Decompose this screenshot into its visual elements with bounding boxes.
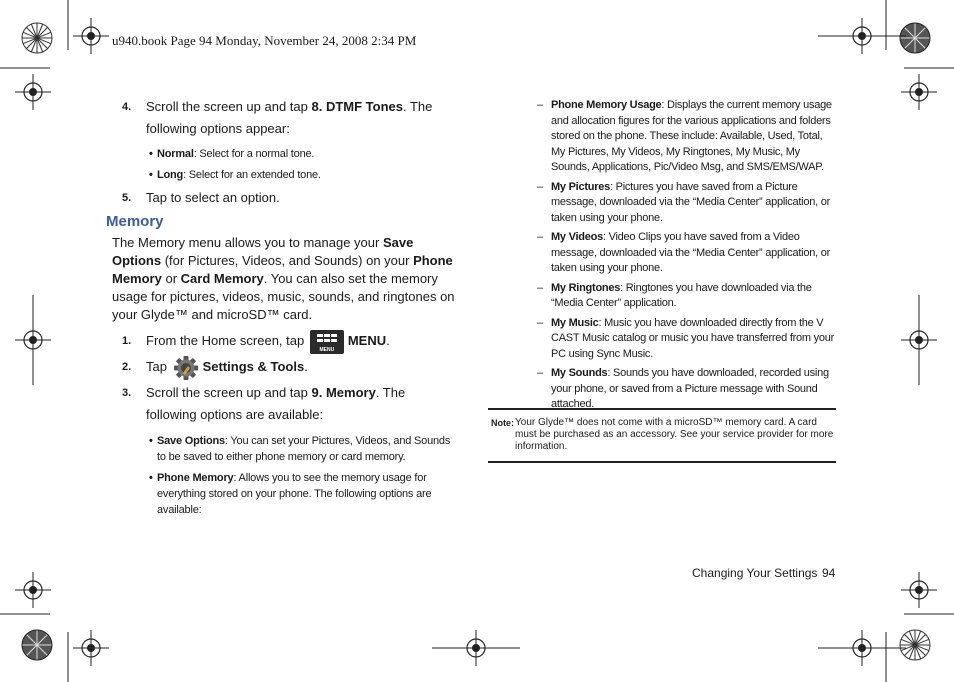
step-3: 3. Scroll the screen up and tap 9. Memory. The following options are available:: [122, 384, 406, 422]
step-2: 2. Tap Settings & Tools.: [112, 354, 457, 381]
step-4: 4. Scroll the screen up and tap 8. DTMF Tones. The following options appear:: [112, 96, 457, 140]
list-item: – My Music: Music you have downloaded directly from the V CAST Music catalog or music you have transferred from your PC using Sync Music.: [537, 316, 835, 360]
list-item: – My Pictures: Pictures you have saved from a Picture message, downloaded via the “Media Center” application, or taken using your phone.: [537, 180, 830, 224]
step-5: 5. Tap to select an option.: [122, 190, 280, 205]
footer-section-title: Changing Your Settings: [692, 566, 818, 580]
left-column: [106, 96, 457, 518]
note-label: Note:: [491, 418, 514, 428]
list-item: – My Sounds: Sounds you have downloaded, recorded using your phone, or saved from a Picture message with Sound attached.: [537, 367, 829, 410]
settings-gear-icon: [173, 355, 199, 381]
section-heading: Memory: [106, 213, 164, 230]
list-item: • Long: Select for an extended tone.: [149, 169, 321, 181]
list-item: – My Ringtones: Ringtones you have downloaded via the “Media Center” application.: [537, 281, 812, 309]
note-text: Your Glyde™ does not come with a microSD™ memory card. A card must be purchased as an accessory. See your service provider for more information.: [515, 417, 834, 452]
intro-paragraph: The Memory menu allows you to manage your Save Options (for Pictures, Videos, and Sounds) on your Phone Memory or Card Memory. You can also set the memory usage for pictures, videos, music, sounds, and ringtones on your Glyde™ and microSD™ card.: [112, 235, 455, 322]
list-item: – Phone Memory Usage: Displays the current memory usage and allocation figures for the various applications and folders stored on the phone. These include: Available, Used, Total, My Pictures, My Videos, My Ringtones, My Music, My Sounds, Applications, Pic/Video Msg, and SMS/EMS/WAP.: [537, 99, 832, 173]
list-item: • Normal: Select for a normal tone.: [149, 148, 315, 160]
list-item: • Phone Memory: Allows you to see the memory usage for everything stored on your phone. The following options are available:: [149, 471, 432, 516]
page-number: 94: [822, 566, 836, 580]
note-box: [488, 408, 836, 463]
step-1: 1. From the Home screen, tap MENU MENU.: [112, 328, 457, 354]
list-item: – My Videos: Video Clips you have saved from a Video message, downloaded via the “Media Center” application, or taken using your phone.: [537, 231, 830, 274]
menu-icon: MENU: [310, 330, 344, 354]
right-column: [537, 98, 837, 413]
list-item: • Save Options: You can set your Pictures, Videos, and Sounds to be saved to either phone memory or card memory.: [149, 434, 451, 463]
print-header: u940.book Page 94 Monday, November 24, 2008 2:34 PM: [112, 33, 417, 48]
step-number: 4.: [122, 101, 132, 113]
